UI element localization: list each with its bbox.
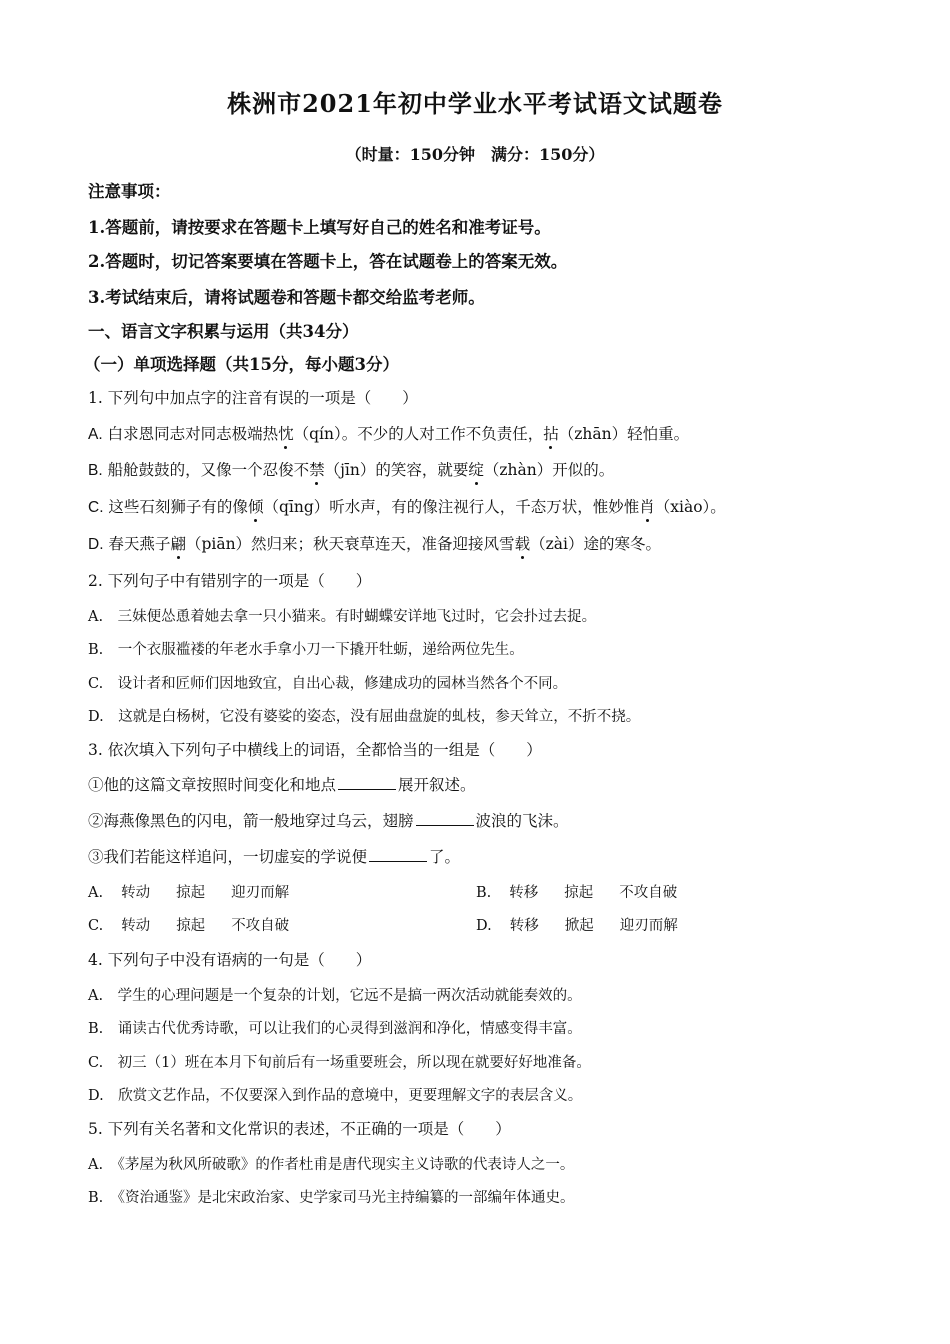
option-word: 转动 xyxy=(121,918,151,934)
question-3-stem: 3. 依次填入下列句子中横线上的词语，全都恰当的一组是（ ） xyxy=(88,741,542,759)
notice-item-1: 1.答题前，请按要求在答题卡上填写好自己的姓名和准考证号。 xyxy=(88,218,551,237)
option-letter: C. xyxy=(88,499,104,516)
option-word: 不攻自破 xyxy=(231,918,290,934)
option-letter: B. xyxy=(476,885,492,901)
question-1-option-a xyxy=(88,422,689,444)
question-4-option-d: D. 欣赏文艺作品，不仅要深入到作品的意境中，更要理解文字的表层含义。 xyxy=(88,1088,583,1104)
option-word: 转动 xyxy=(121,885,151,901)
option-word: 掀起 xyxy=(564,918,594,934)
question-5-option-a: A. 《茅屋为秋风所破歌》的作者杜甫是唐代现实主义诗歌的代表诗人之一。 xyxy=(88,1157,575,1173)
question-3-sentence-2 xyxy=(88,809,569,831)
option-text: （qīng）听水声，有的像注视行人，千态万状，惟妙惟 xyxy=(263,498,640,516)
question-5-stem: 5. 下列有关名著和文化常识的表述，不正确的一项是（ ） xyxy=(88,1120,511,1138)
subsection-heading: （一）单项选择题（共15分，每小题3分） xyxy=(84,355,399,374)
option-letter: B. xyxy=(88,462,103,479)
dotted-character: 忱 xyxy=(278,422,294,444)
notice-item-3: 3.考试结束后，请将试题卷和答题卡都交给监考老师。 xyxy=(88,288,485,307)
option-text: 白求恩同志对同志极端热 xyxy=(102,425,279,443)
page-title: 株洲市2021年初中学业水平考试语文试题卷 xyxy=(227,89,723,118)
question-1-stem: 1. 下列句中加点字的注音有误的一项是（ ） xyxy=(88,389,418,407)
notice-heading: 注意事项： xyxy=(88,182,171,201)
option-letter: A. xyxy=(88,885,104,901)
dotted-character: 载 xyxy=(515,532,531,554)
question-3-option-a xyxy=(88,881,289,902)
question-4-option-c: C. 初三（1）班在本月下旬前后有一场重要班会，所以现在就要好好地准备。 xyxy=(88,1055,591,1071)
option-text: （qín）。不少的人对工作不负责任， xyxy=(293,425,544,443)
option-letter: A. xyxy=(88,426,103,443)
dotted-character: 拈 xyxy=(543,422,559,444)
sentence-text: ②海燕像黑色的闪电，箭一般地穿过乌云，翅膀 xyxy=(88,812,414,830)
dotted-character: 禁 xyxy=(309,458,325,480)
option-letter: D. xyxy=(88,536,104,553)
option-text: （xiào）。 xyxy=(654,498,726,516)
question-1-option-d xyxy=(88,532,661,554)
option-text: 这些石刻狮子有的像 xyxy=(103,498,248,516)
exam-duration-and-score: （时量：150分钟 满分：150分） xyxy=(345,145,605,164)
section-heading: 一、语言文字积累与运用（共34分） xyxy=(88,322,359,341)
sentence-text: ①他的这篇文章按照时间变化和地点 xyxy=(88,776,337,794)
sentence-text: ③我们若能这样追问，一切虚妄的学说便 xyxy=(88,848,368,866)
option-letter: C. xyxy=(88,918,104,934)
question-1-option-c xyxy=(88,495,726,517)
option-text: （piān）然归来；秋天衰草连天，准备迎接风雪 xyxy=(185,535,515,553)
sentence-text: 展开叙述。 xyxy=(398,776,476,794)
option-text: 船舱鼓鼓的，又像一个忍俊不 xyxy=(102,461,310,479)
question-5-option-b: B. 《资治通鉴》是北宋政治家、史学家司马光主持编纂的一部编年体通史。 xyxy=(88,1190,575,1206)
notice-item-2: 2.答题时，切记答案要填在答题卡上，答在试题卷上的答案无效。 xyxy=(88,252,568,271)
fill-in-blank xyxy=(416,824,474,826)
dotted-character: 倾 xyxy=(248,495,264,517)
option-letter: D. xyxy=(476,918,492,934)
option-text: 春天燕子 xyxy=(103,535,171,553)
question-2-option-d: D. 这就是白杨树，它没有婆娑的姿态，没有屈曲盘旋的虬枝，参天耸立，不折不挠。 xyxy=(88,709,641,725)
question-4-stem: 4. 下列句子中没有语病的一句是（ ） xyxy=(88,951,372,969)
option-word: 转移 xyxy=(509,918,539,934)
question-2-option-c: C. 设计者和匠师们因地致宜，自出心裁，修建成功的园林当然各个不同。 xyxy=(88,676,568,692)
dotted-character: 肖 xyxy=(639,495,655,517)
dotted-character: 翩 xyxy=(170,532,186,554)
question-3-option-d xyxy=(476,914,678,935)
option-word: 掠起 xyxy=(564,885,594,901)
question-4-option-b: B. 诵读古代优秀诗歌，可以让我们的心灵得到滋润和净化，情感变得丰富。 xyxy=(88,1021,582,1037)
sentence-text: 波浪的飞沫。 xyxy=(475,812,569,830)
question-3-option-b xyxy=(476,881,677,902)
option-text: （jīn）的笑容，就要 xyxy=(324,461,469,479)
fill-in-blank xyxy=(369,860,427,862)
option-text: （zhàn）开似的。 xyxy=(483,461,615,479)
sentence-text: 了。 xyxy=(429,848,461,866)
question-2-option-a: A. 三妹便怂恿着她去拿一只小猫来。有时蝴蝶安详地飞过时，它会扑过去捉。 xyxy=(88,609,597,625)
option-word: 迎刃而解 xyxy=(231,885,290,901)
option-word: 不攻自破 xyxy=(619,885,678,901)
fill-in-blank xyxy=(338,788,396,790)
option-text: （zhān）轻怕重。 xyxy=(558,425,690,443)
dotted-character: 绽 xyxy=(468,458,484,480)
question-3-option-c xyxy=(88,914,289,935)
option-word: 迎刃而解 xyxy=(619,918,678,934)
option-word: 掠起 xyxy=(176,918,206,934)
question-1-option-b xyxy=(88,458,614,480)
option-word: 掠起 xyxy=(176,885,206,901)
question-3-sentence-1 xyxy=(88,773,476,795)
question-2-stem: 2. 下列句子中有错别字的一项是（ ） xyxy=(88,572,372,590)
question-2-option-b: B. 一个衣服褴褛的年老水手拿小刀一下撬开牡蛎，递给两位先生。 xyxy=(88,642,524,658)
option-word: 转移 xyxy=(509,885,539,901)
option-text: （zài）途的寒冬。 xyxy=(530,535,661,553)
question-3-sentence-3 xyxy=(88,845,460,867)
question-4-option-a: A. 学生的心理问题是一个复杂的计划，它远不是搞一两次活动就能奏效的。 xyxy=(88,988,582,1004)
